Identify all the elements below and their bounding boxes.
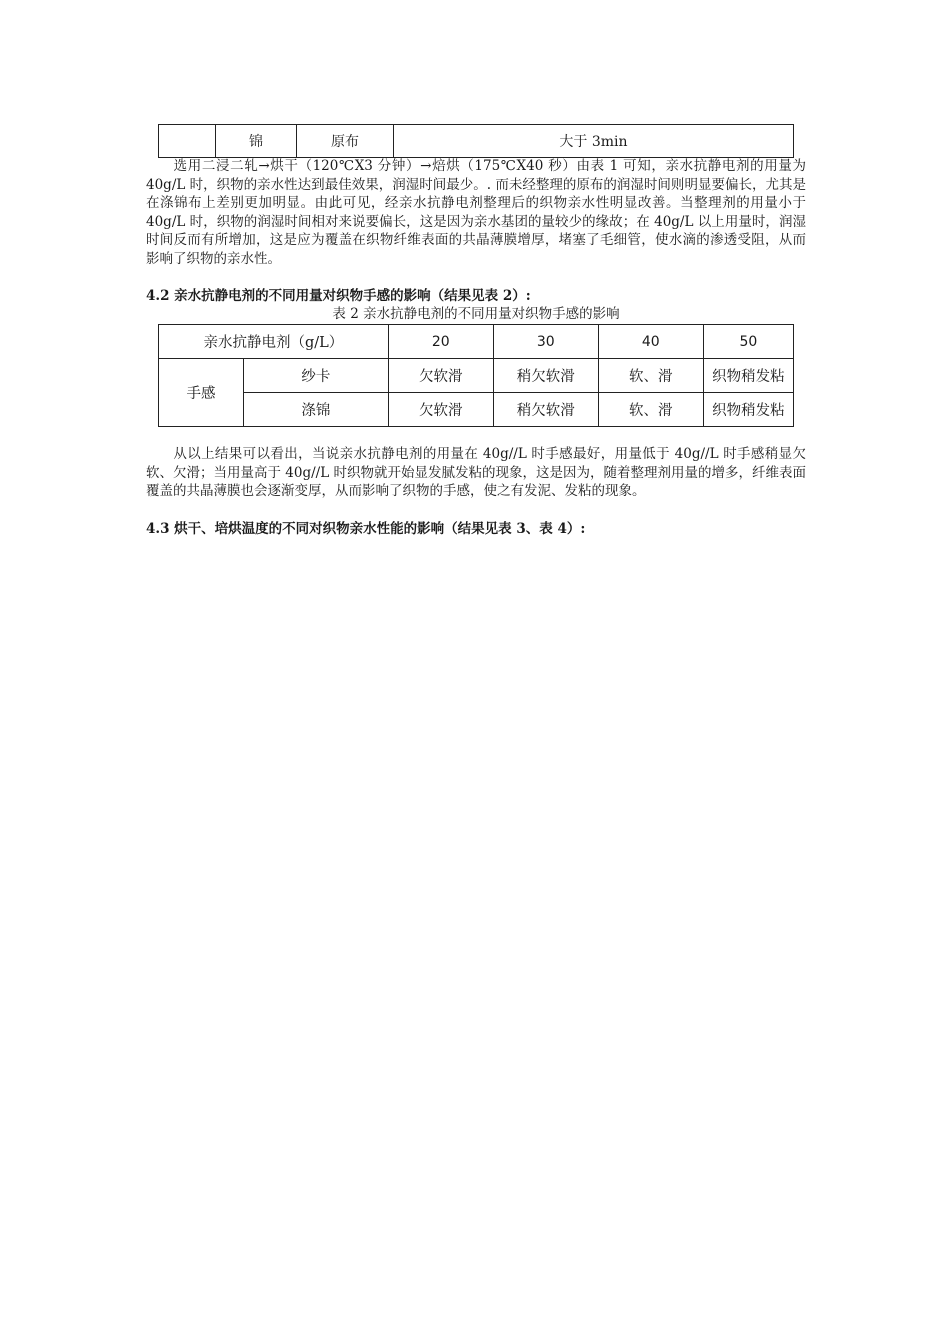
table-cell: 稍欠软滑 (493, 393, 598, 427)
table-cell: 软、滑 (598, 393, 703, 427)
table-cell: 欠软滑 (388, 393, 493, 427)
table-cell (159, 125, 216, 158)
table-2-caption: 表 2 亲水抗静电剂的不同用量对织物手感的影响 (332, 306, 620, 322)
table-cell: 大于 3min (394, 125, 794, 158)
table-header-row (159, 325, 794, 359)
table-cell: 稍欠软滑 (493, 359, 598, 393)
table-row (159, 393, 794, 427)
table-2 (158, 324, 794, 427)
table-header-cell: 50 (703, 325, 793, 359)
section-heading-4-3: 4.3 烘干、培烘温度的不同对织物亲水性能的影响（结果见表 3、表 4）: (146, 521, 586, 537)
table-header-cell: 40 (598, 325, 703, 359)
fabric-label: 纱卡 (244, 359, 389, 393)
table-cell: 欠软滑 (388, 359, 493, 393)
table-header-cell: 20 (388, 325, 493, 359)
table-cell: 软、滑 (598, 359, 703, 393)
table-row (159, 359, 794, 393)
table-cell: 锦 (216, 125, 297, 158)
table-row (159, 125, 794, 158)
fabric-label: 涤锦 (244, 393, 389, 427)
paragraph-2 (146, 445, 806, 501)
paragraph-2-text: 从以上结果可以看出，当说亲水抗静电剂的用量在 40g//L 时手感最好，用量低于 40g//L 时手感稍显欠软、欠滑；当用量高于 40g//L 时织物就开始显发腻发粘的现象，这是因为，随着整理剂用量的增多，纤维表面覆盖的共晶薄膜也会逐渐变厚，从而影响了织物的手感，使之有发泥、发粘的现象。 (146, 446, 806, 500)
paragraph-1 (146, 157, 806, 269)
table-cell: 织物稍发粘 (703, 393, 793, 427)
table-header-label: 亲水抗静电剂（g/L） (159, 325, 389, 359)
table-1-continuation (158, 124, 794, 158)
section-heading-4-2: 4.2 亲水抗静电剂的不同用量对织物手感的影响（结果见表 2）: (146, 288, 531, 304)
row-group-label: 手感 (159, 359, 244, 427)
paragraph-1-text: 选用二浸二轧→烘干（120℃X3 分钟）→焙烘（175℃X40 秒）由表 1 可知，亲水抗静电剂的用量为 40g/L 时，织物的亲水性达到最佳效果，润湿时间最少。. 而未经整理的原布的润湿时间则明显要偏长，尤其是在涤锦布上差别更加明显。由此可见，经亲水抗静电剂整理后的织物亲水性明显改善。当整理剂的用量小于 40g/L 时，织物的润湿时间相对来说要偏长，这是因为亲水基团的量较少的缘故；在 40g/L 以上用量时，润湿时间反而有所增加，这是应为覆盖在织物纤维表面的共晶薄膜增厚，堵塞了毛细管，使水滴的渗透受阻，从而影响了织物的亲水性。 (146, 158, 806, 267)
table-cell: 织物稍发粘 (703, 359, 793, 393)
table-header-cell: 30 (493, 325, 598, 359)
table-cell: 原布 (297, 125, 394, 158)
